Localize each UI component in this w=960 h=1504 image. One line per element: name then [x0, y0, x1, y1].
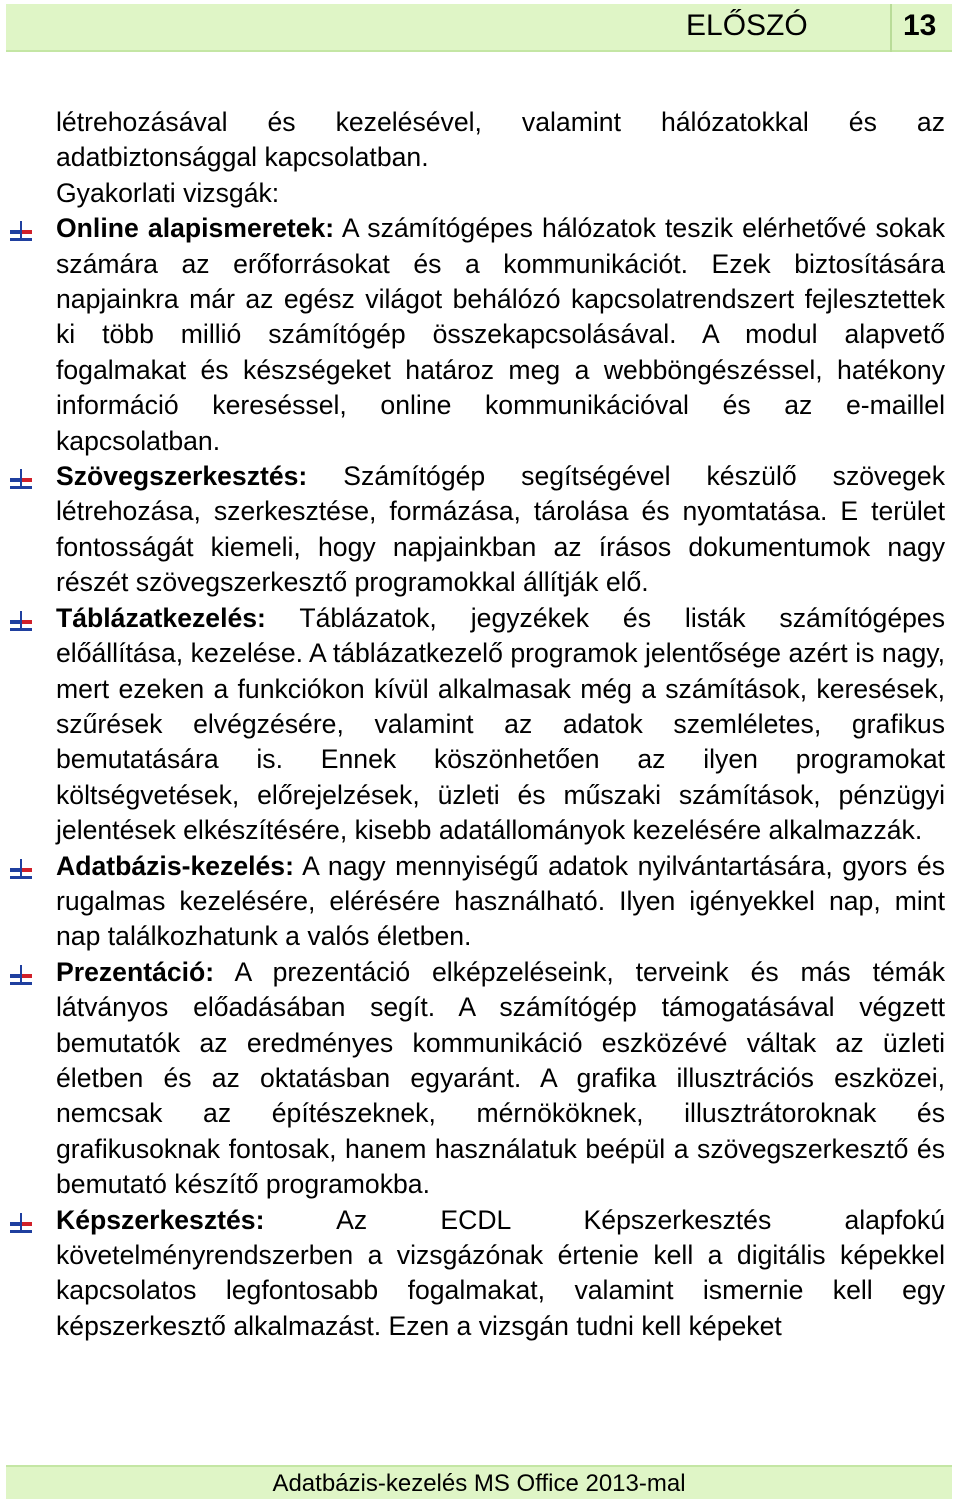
item-text: A nagy mennyiségű adatok nyilvántartására, gyors és rugalmas kezelésére, elérésére használható. Ilyen igényekkel nap, mint nap találkozhatunk a valós életben. [56, 850, 945, 952]
item-title: Prezentáció: [56, 956, 215, 987]
page-header [6, 4, 952, 52]
item-title: Szövegszerkesztés: [56, 461, 308, 492]
list-item [56, 955, 945, 1203]
section-label: Gyakorlati vizsgák: [56, 177, 280, 208]
header-separator [890, 4, 892, 52]
list-item [56, 849, 945, 955]
item-text: Az ECDL Képszerkesztés alapfokú követelményrendszerben a vizsgázónak értenie kell a digitális képekkel kapcsolatos legfontosabb fogalmakat, valamint ismernie kell egy képszerkesztő alkalmazást. Ezen a vizsgán tudni kell képeket [56, 1204, 945, 1341]
flag-bullet-icon [10, 1213, 32, 1233]
list-item [56, 1203, 945, 1345]
list-item [56, 601, 945, 849]
page-content [56, 105, 945, 1344]
item-title: Adatbázis-kezelés: [56, 850, 294, 881]
flag-bullet-icon [10, 469, 32, 489]
list-item [56, 211, 945, 459]
flag-bullet-icon [10, 221, 32, 241]
page-footer: Adatbázis-kezelés MS Office 2013-mal [6, 1465, 952, 1499]
intro-paragraph: létrehozásával és kezelésével, valamint hálózatokkal és az adatbiztonsággal kapcsolatban. [56, 107, 945, 173]
page-number: 13 [903, 9, 937, 42]
item-text: Számítógép segítségével készülő szövegek létrehozása, szerkesztése, formázása, tárolása és nyomtatása. E terület fontosságát kiemeli, hogy napjainkban az írásos dokumentumok nagy részét szövegszerkesztő programokkal állítják elő. [56, 461, 945, 598]
item-title: Képszerkesztés: [56, 1204, 265, 1235]
item-text: A számítógépes hálózatok teszik elérhetővé sokak számára az erőforrásokat és a kommunikációt. Ezek biztosítására napjainkra már az egész világot behálózó kapcsolatrendszert fejlesztettek ki több millió számítógép összekapcsolásával. A modul alapvető fogalmakat és készségeket határoz meg a webböngészéssel, hatékony információ kereséssel, online kommunikációval és az e-maillel kapcsolatban. [56, 213, 945, 456]
flag-bullet-icon [10, 859, 32, 879]
flag-bullet-icon [10, 611, 32, 631]
chapter-title: ELŐSZÓ [686, 9, 808, 42]
item-title: Online alapismeretek: [56, 213, 335, 244]
item-text: Táblázatok, jegyzékek és listák számítógépes előállítása, kezelése. A táblázatkezelő programok jelentősége azért is nagy, mert ezeken a funkciókon kívül alkalmasak még a számítások, keresések, szűrések elvégzésére, valamint az adatok szemléletes, grafikus bemutatására is. Ennek köszönhetően az ilyen programokat költségvetések, előrejelzések, üzleti és műszaki számítások, pénzügyi jelentések elkészítésére, kisebb adatállományok kezelésére alkalmazzák. [56, 602, 945, 846]
flag-bullet-icon [10, 965, 32, 985]
item-text: A prezentáció elképzeléseink, terveink és más témák látványos előadásában segít. A számítógép támogatásával végzett bemutatók az eredményes kommunikáció eszközévé váltak az üzleti életben és az oktatásban egyaránt. A grafika illusztrációs eszközei, nemcsak az építészeknek, mérnököknek, illusztrátoroknak és grafikusoknak fontosak, hanem használatuk beépül a szövegszerkesztő és bemutató készítő programokba. [56, 956, 945, 1200]
list-item [56, 459, 945, 601]
item-title: Táblázatkezelés: [56, 602, 266, 633]
